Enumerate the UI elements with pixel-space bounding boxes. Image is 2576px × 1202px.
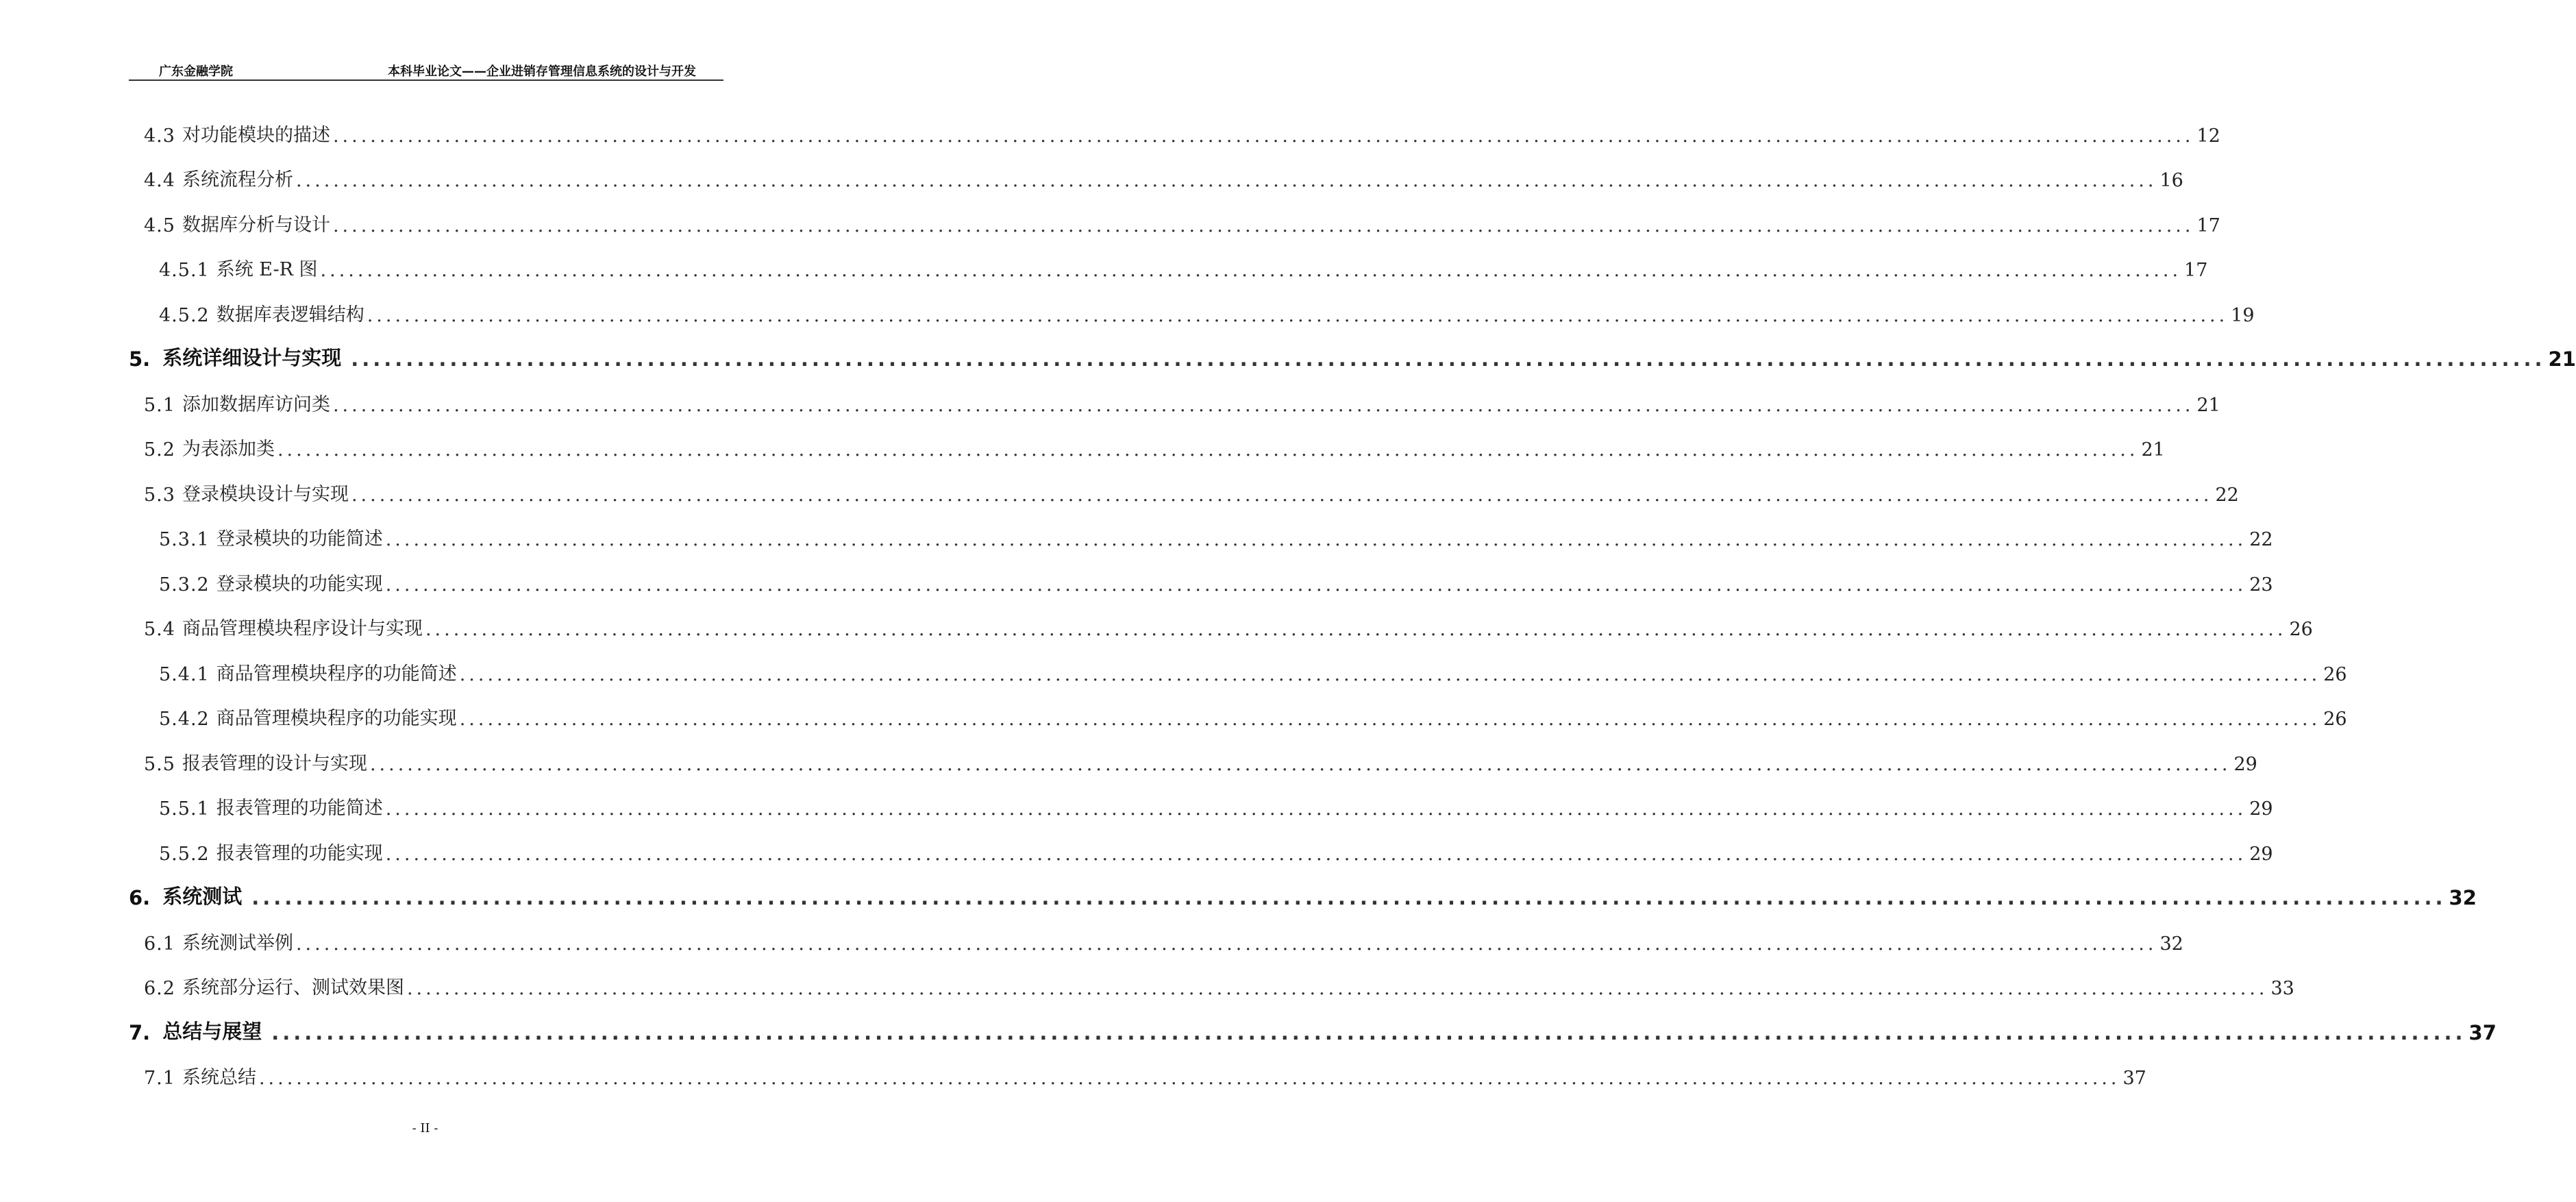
toc-entry[interactable]	[129, 245, 2208, 290]
toc-entry[interactable]	[129, 873, 2477, 918]
toc-entry-title: 报表管理的设计与实现	[182, 752, 367, 774]
toc-entry[interactable]	[129, 469, 2239, 514]
toc-entry-number: 5.2	[144, 439, 175, 461]
header-school-name: 广东金融学院	[159, 64, 233, 79]
toc-entry-page: 32	[2159, 933, 2183, 955]
toc-dot-leader: ........................................................................................................................................................................................................	[406, 978, 2268, 999]
toc-dot-leader: ........................................................................................................................................................................................................	[385, 798, 2247, 820]
toc-entry[interactable]	[129, 334, 2576, 380]
toc-entry[interactable]	[129, 783, 2273, 829]
toc-entry-page: 22	[2249, 529, 2273, 550]
toc-entry[interactable]	[129, 155, 2183, 200]
toc-entry-number: 5.5	[144, 753, 175, 775]
toc-entry-page: 37	[2468, 1020, 2497, 1044]
toc-dot-leader: ........................................................................................................................................................................................................	[385, 574, 2247, 596]
toc-dot-leader: ........................................................................................................................................................................................................	[459, 663, 2321, 685]
toc-entry-number: 6.2	[144, 978, 175, 999]
toc-entry-title: 系统测试举例	[182, 932, 293, 954]
toc-entry-title: 总结与展望	[162, 1019, 262, 1043]
toc-entry[interactable]	[129, 514, 2273, 559]
toc-dot-leader: ........................................................................................................................................................................................................	[332, 214, 2194, 236]
toc-entry-number: 6.1	[144, 933, 175, 955]
toc-entry-title: 系统部分运行、测试效果图	[182, 977, 404, 998]
toc-entry[interactable]	[129, 1053, 2146, 1098]
toc-entry-title: 为表添加类	[182, 439, 275, 460]
toc-entry-page: 21	[2141, 439, 2165, 461]
toc-entry-page: 22	[2215, 484, 2239, 506]
toc-entry[interactable]	[129, 1007, 2497, 1053]
toc-dot-leader: ........................................................................................................................................................................................................	[320, 260, 2182, 281]
toc-entry[interactable]	[129, 604, 2313, 649]
toc-entry-page: 21	[2548, 347, 2576, 371]
toc-entry-title: 系统流程分析	[182, 169, 293, 191]
toc-dot-leader: ........................................................................................................................................................................................................	[367, 304, 2229, 326]
toc-dot-leader: ........................................................................................................................................................................................................	[332, 394, 2194, 416]
toc-entry-title: 商品管理模块程序设计与实现	[182, 618, 423, 639]
toc-entry-title: 系统总结	[182, 1067, 256, 1088]
toc-dot-leader: ........................................................................................................................................................................................................	[271, 1020, 2466, 1044]
toc-entry-title: 商品管理模块程序的功能简述	[216, 663, 457, 685]
toc-entry-page: 32	[2449, 886, 2477, 909]
toc-entry-number: 4.5	[144, 214, 175, 236]
toc-dot-leader: ........................................................................................................................................................................................................	[385, 843, 2247, 865]
toc-entry-number: 5.	[129, 347, 151, 371]
toc-entry[interactable]	[129, 648, 2347, 694]
toc-entry-page: 29	[2233, 753, 2257, 775]
toc-entry-page: 37	[2122, 1068, 2146, 1089]
toc-entry-title: 数据库分析与设计	[182, 214, 330, 236]
toc-dot-leader: ........................................................................................................................................................................................................	[258, 1068, 2120, 1089]
toc-entry[interactable]	[129, 110, 2220, 155]
toc-dot-leader: ........................................................................................................................................................................................................	[251, 886, 2447, 909]
toc-entry-page: 21	[2196, 394, 2220, 416]
toc-entry-number: 4.4	[144, 170, 175, 191]
toc-entry-title: 系统 E-R 图	[216, 259, 318, 280]
toc-entry-page: 16	[2159, 170, 2183, 191]
toc-entry-number: 5.1	[144, 394, 175, 416]
toc-entry-title: 报表管理的功能实现	[216, 842, 383, 864]
toc-entry-title: 对功能模块的描述	[182, 124, 330, 146]
toc-dot-leader: ........................................................................................................................................................................................................	[385, 529, 2247, 550]
toc-entry[interactable]	[129, 918, 2183, 963]
toc-dot-leader: ........................................................................................................................................................................................................	[425, 619, 2287, 640]
toc-entry-page: 17	[2184, 260, 2208, 281]
header-thesis-title: 本科毕业论文——企业进销存管理信息系统的设计与开发	[388, 64, 696, 79]
toc-entry[interactable]	[129, 738, 2257, 783]
toc-entry-title: 系统测试	[162, 885, 243, 908]
toc-entry-title: 系统详细设计与实现	[162, 346, 342, 369]
toc-entry[interactable]	[129, 963, 2294, 1008]
toc-entry-number: 7.	[129, 1020, 151, 1044]
toc-entry-number: 5.4.1	[159, 663, 210, 685]
toc-entry-page: 23	[2249, 574, 2273, 596]
toc-entry-number: 4.3	[144, 125, 175, 147]
toc-entry-number: 5.3.2	[159, 574, 210, 596]
toc-dot-leader: ........................................................................................................................................................................................................	[459, 709, 2321, 730]
toc-entry-title: 商品管理模块程序的功能实现	[216, 708, 457, 729]
toc-entry-number: 5.3	[144, 484, 175, 506]
toc-entry-title: 报表管理的功能简述	[216, 798, 383, 819]
toc-entry[interactable]	[129, 424, 2165, 469]
toc-entry-title: 添加数据库访问类	[182, 393, 330, 415]
toc-entry-page: 17	[2196, 214, 2220, 236]
toc-entry-page: 26	[2323, 709, 2347, 730]
toc-entry-number: 6.	[129, 886, 151, 909]
toc-entry-number: 7.1	[144, 1068, 175, 1089]
toc-entry-page: 19	[2231, 304, 2255, 326]
toc-entry-page: 12	[2196, 125, 2220, 147]
toc-entry-title: 数据库表逻辑结构	[216, 304, 364, 326]
toc-entry[interactable]	[129, 694, 2347, 739]
toc-dot-leader: ........................................................................................................................................................................................................	[369, 753, 2231, 775]
page-number: - II -	[412, 1121, 438, 1136]
toc-entry-title: 登录模块的功能实现	[216, 573, 383, 595]
toc-dot-leader: ........................................................................................................................................................................................................	[332, 125, 2194, 147]
toc-entry-page: 29	[2249, 843, 2273, 865]
toc-entry-page: 26	[2289, 619, 2313, 640]
page-header	[129, 58, 723, 81]
toc-entry-page: 29	[2249, 798, 2273, 820]
toc-entry-number: 5.3.1	[159, 529, 210, 550]
toc-entry-page: 33	[2270, 978, 2294, 999]
toc-entry-number: 5.4.2	[159, 709, 210, 730]
table-of-contents	[129, 110, 2576, 1097]
toc-entry-number: 4.5.2	[159, 304, 210, 326]
toc-entry-title: 登录模块设计与实现	[182, 483, 349, 505]
toc-dot-leader: ........................................................................................................................................................................................................	[295, 170, 2157, 191]
toc-entry[interactable]	[129, 828, 2273, 873]
toc-entry[interactable]	[129, 559, 2273, 604]
toc-entry-number: 4.5.1	[159, 260, 210, 281]
toc-entry-number: 5.5.1	[159, 798, 210, 820]
toc-entry-page: 26	[2323, 663, 2347, 685]
toc-dot-leader: ........................................................................................................................................................................................................	[351, 347, 2546, 371]
toc-entry-number: 5.4	[144, 619, 175, 640]
toc-dot-leader: ........................................................................................................................................................................................................	[295, 933, 2157, 955]
toc-entry-title: 登录模块的功能简述	[216, 528, 383, 550]
toc-dot-leader: ........................................................................................................................................................................................................	[277, 439, 2139, 461]
toc-entry[interactable]	[129, 289, 2255, 334]
toc-entry-number: 5.5.2	[159, 843, 210, 865]
toc-dot-leader: ........................................................................................................................................................................................................	[351, 484, 2213, 506]
toc-entry[interactable]	[129, 199, 2220, 245]
toc-entry[interactable]	[129, 379, 2220, 424]
